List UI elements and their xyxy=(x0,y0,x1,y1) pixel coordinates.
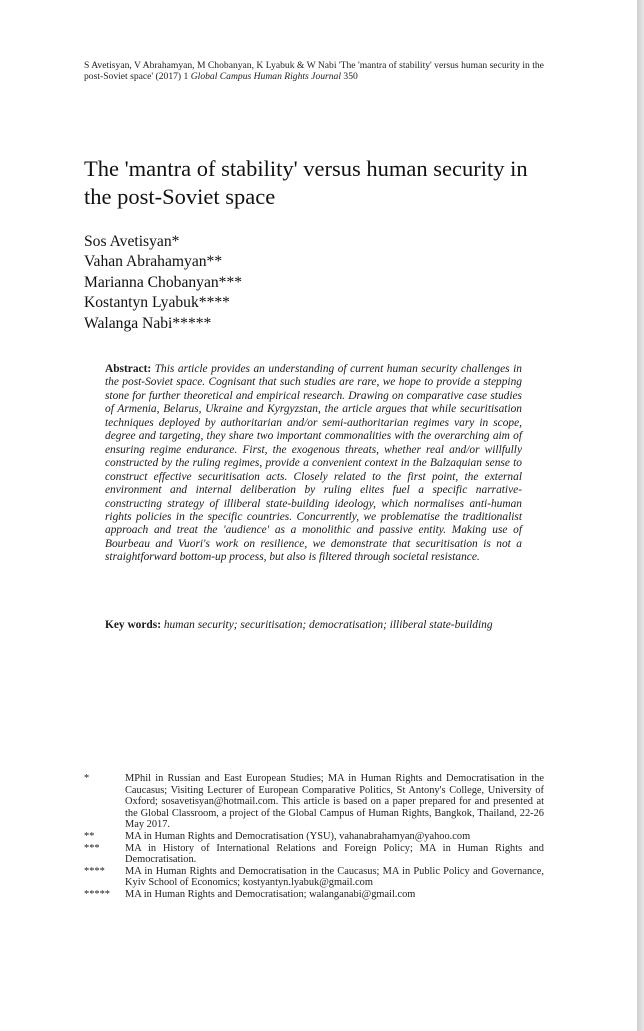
footnote-mark: * xyxy=(84,773,90,784)
running-header-citation: S Avetisyan, V Abrahamyan, M Chobanyan, K Lyabuk & W Nabi 'The 'mantra of stability' versus human security in the post-Soviet space' (2017) 1 xyxy=(84,60,544,82)
article-title: The 'mantra of stability' versus human security in the post-Soviet space xyxy=(84,156,528,209)
footnote-mark: **** xyxy=(84,865,105,877)
footnote xyxy=(84,889,544,901)
author-name: Walanga Nabi***** xyxy=(84,314,212,332)
footnote xyxy=(84,866,544,889)
footnote xyxy=(84,831,544,843)
footnotes xyxy=(84,773,544,901)
footnote-text: MA in Human Rights and Democratisation (YSU), vahanabrahamyan@yahoo.com xyxy=(125,830,471,842)
author-name: Kostantyn Lyabuk**** xyxy=(84,294,230,312)
author-name: Sos Avetisyan* xyxy=(84,233,180,250)
running-header xyxy=(84,60,546,82)
footnote xyxy=(84,773,544,831)
footnote-mark: ** xyxy=(84,830,95,842)
keywords-text: human security; securitisation; democratisation; illiberal state-building xyxy=(161,619,493,631)
footnote-text: MPhil in Russian and East European Studies; MA in Human Rights and Democratisation in the Caucasus; Visiting Lecturer of European Comparative Politics, St Antony's College, University of Oxford; sosavetisyan@hotmail.com. This article is based on a paper prepared for and presented at the Global Classroom, a project of the Global Campus of Human Rights, Bangkok, Thailand, 22-26 May 2017. xyxy=(125,773,544,831)
author-name: Marianna Chobanyan*** xyxy=(84,273,243,291)
footnote-mark: *** xyxy=(84,842,100,854)
page-edge xyxy=(637,0,644,1031)
footnote-mark: ***** xyxy=(84,888,110,900)
abstract-label: Abstract: xyxy=(105,363,152,375)
author-name: Vahan Abrahamyan** xyxy=(84,253,223,271)
keywords-label: Key words: xyxy=(105,619,161,631)
footnote-text: MA in History of International Relations and Foreign Policy; MA in Human Rights and Democratisation. xyxy=(125,842,544,866)
author-list xyxy=(84,232,484,334)
footnote-text: MA in Human Rights and Democratisation; walanganabi@gmail.com xyxy=(125,888,416,900)
running-header-journal: Global Campus Human Rights Journal xyxy=(190,71,342,82)
keywords xyxy=(105,619,522,632)
footnote xyxy=(84,843,544,866)
running-header-page: 350 xyxy=(341,71,358,82)
abstract-text: This article provides an understanding of current human security challenges in the post-Soviet space. Cognisant that such studies are rare, we hope to provide a stepping stone for further theoretical and empirical research. Drawing on comparative case studies of Armenia, Belarus, Ukraine and Kyrgyzstan, the article argues that while securitisation techniques deployed by authoritarian and/or semi-authoritarian regimes vary in scope, degree and targeting, they share two important commonalities with the overarching aim of ensuring regime endurance. First, the exogenous threats, whether real and/or willfully constructed by the ruling regimes, provide a convenient context in the Balzaquian sense to construct effective securitisation acts. Closely related to the first point, the external environment and internal deliberation by ruling elites fuel a specific narrative-constructing strategy of illiberal state-building ideology, which normalises anti-human rights policies in the specific countries. Concurrently, we problematise the traditionalist approach and treat the 'audience' as a monolithic and passive entity. Making use of Bourbeau and Vuori's work on resilience, we demonstrate that securitisation is not a straightforward bottom-up process, but also is filtered through societal resistance. xyxy=(105,363,522,564)
abstract xyxy=(105,363,522,565)
footnote-text: MA in Human Rights and Democratisation in the Caucasus; MA in Public Policy and Governance, Kyiv School of Economics; kostyantyn.lyabuk@gmail.com xyxy=(125,865,544,889)
